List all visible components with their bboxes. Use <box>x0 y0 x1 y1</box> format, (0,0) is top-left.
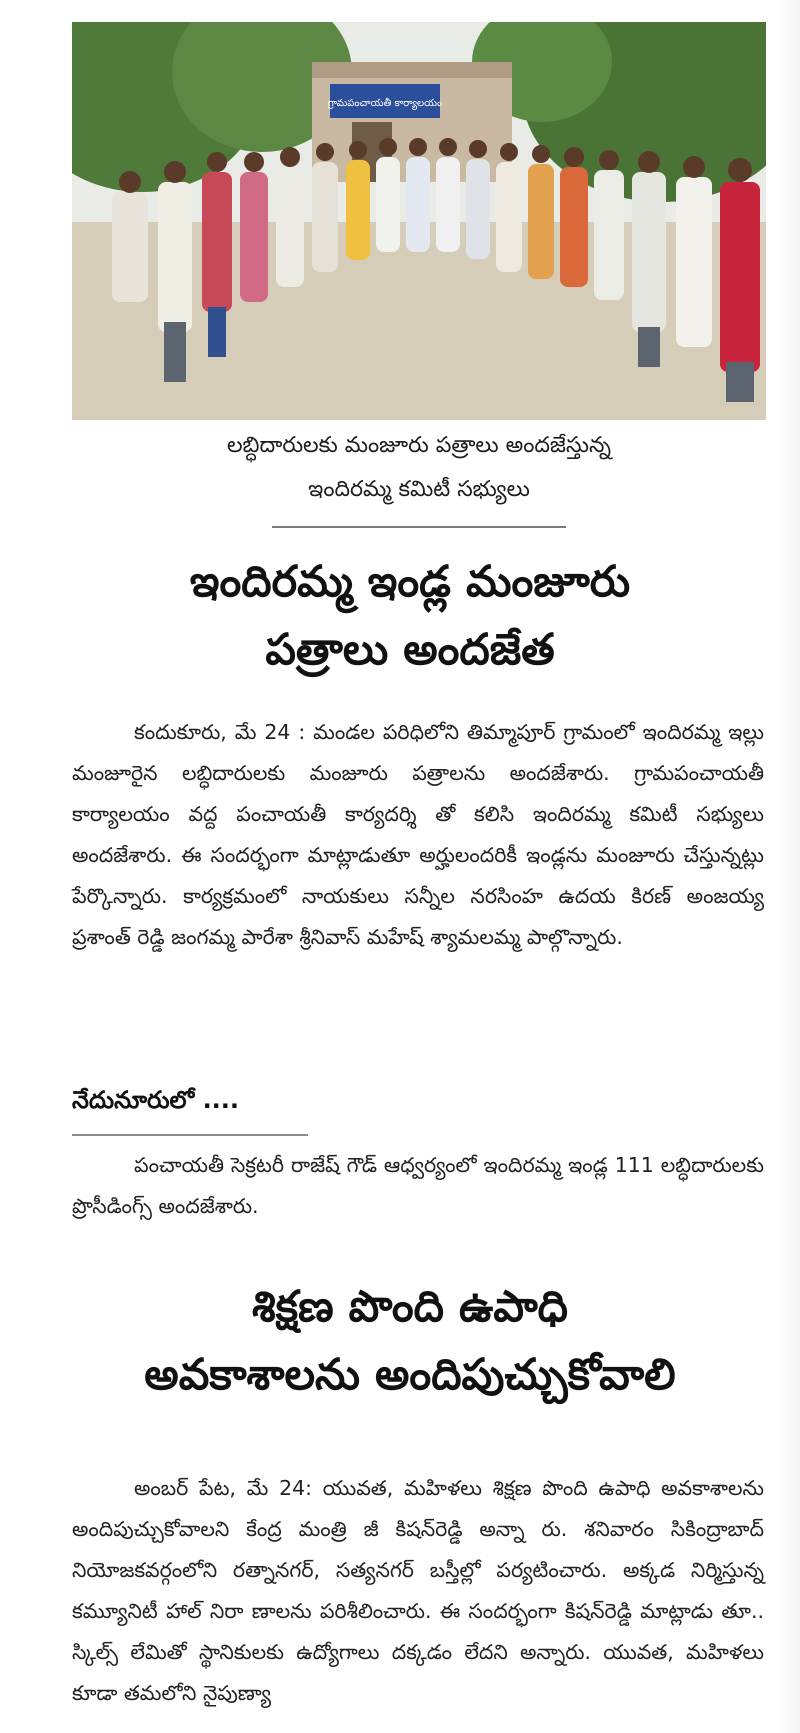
caption-divider <box>272 526 566 528</box>
article1-body: కందుకూరు, మే 24 : మండల పరిధిలోని తిమ్మాపూర్ గ్రామంలో ఇందిరమ్మ ఇల్లు మంజూరైన లబ్ధిదారులకు మంజూరు పత్రాలను అందజేశారు. గ్రామపంచాయతీ కార్యాలయం వద్ద పంచాయతీ కార్యదర్శి తో కలిసి ఇందిరమ్మ కమిటీ సభ్యులు అందజేశారు. ఈ సందర్భంగా మాట్లాడుతూ అర్హులందరికీ ఇండ్లను మంజూరు చేస్తున్నట్లు పేర్కొన్నారు. కార్యక్రమంలో నాయకులు సన్నీల నరసింహ ఉదయ కిరణ్ అంజయ్య ప్రశాంత్ రెడ్డి జంగమ్మ పారేశా శ్రీనివాస్ మహేష్ శ్యామలమ్మ పాల్గొన్నారు. <box>72 720 764 949</box>
caption-line-2: ఇందిరమ్మ కమిటీ సభ్యులు <box>308 477 530 502</box>
signboard-text: గ్రామపంచాయతీ కార్యాలయం <box>327 98 443 109</box>
article1-headline-line-1: ఇందిరమ్మ ఇండ్ల మంజూరు <box>189 557 631 607</box>
article1-headline <box>60 548 760 684</box>
article2-headline-line-2: అవకాశాలను అందిపుచ్చుకోవాలి <box>144 1350 676 1400</box>
page-edge <box>778 0 800 1733</box>
subhead-divider <box>72 1134 308 1136</box>
photo-caption <box>72 424 766 512</box>
article2-body: అంబర్ పేట, మే 24: యువత, మహిళలు శిక్షణ పొంది ఉపాధి అవకాశాలను అందిపుచ్చుకోవాలని కేంద్ర మంత్రి జీ కిషన్‌రెడ్డి అన్నా రు. శనివారం సికింద్రాబాద్ నియోజకవర్గంలోని రత్నానగర్, సత్యనగర్ బస్తీల్లో పర్యటించారు. అక్కడ నిర్మిస్తున్న కమ్యూనిటీ హాల్ నిరా ణాలను పరిశీలించారు. ఈ సందర్భంగా కిషన్‌రెడ్డి మాట్లాడు తూ.. స్కిల్స్ లేమితో స్థానికులకు ఉద్యోగాలు దక్కడం లేదని అన్నారు. యువత, మహిళలు కూడా తమలోని నైపుణ్యా <box>72 1476 764 1705</box>
article2-headline <box>60 1273 760 1409</box>
article2-headline-line-1: శిక్షణ పొంది ఉపాధి <box>251 1282 569 1332</box>
caption-line-1: లబ్ధిదారులకు మంజూరు పత్రాలు అందజేస్తున్న <box>226 433 612 458</box>
article1-sub-body: పంచాయతీ సెక్రటరీ రాజేష్ గౌడ్ ఆధ్వర్యంలో ఇందిరమ్మ ఇండ్ల 111 లబ్ధిదారులకు ప్రొసీడింగ్స్ అందజేశారు. <box>72 1153 764 1218</box>
group-photo-icon <box>72 22 766 420</box>
article1-headline-line-2: పత్రాలు అందజేత <box>265 625 555 675</box>
news-photo <box>72 22 766 420</box>
article1-subhead: నేదునూరులో .... <box>72 1086 240 1114</box>
